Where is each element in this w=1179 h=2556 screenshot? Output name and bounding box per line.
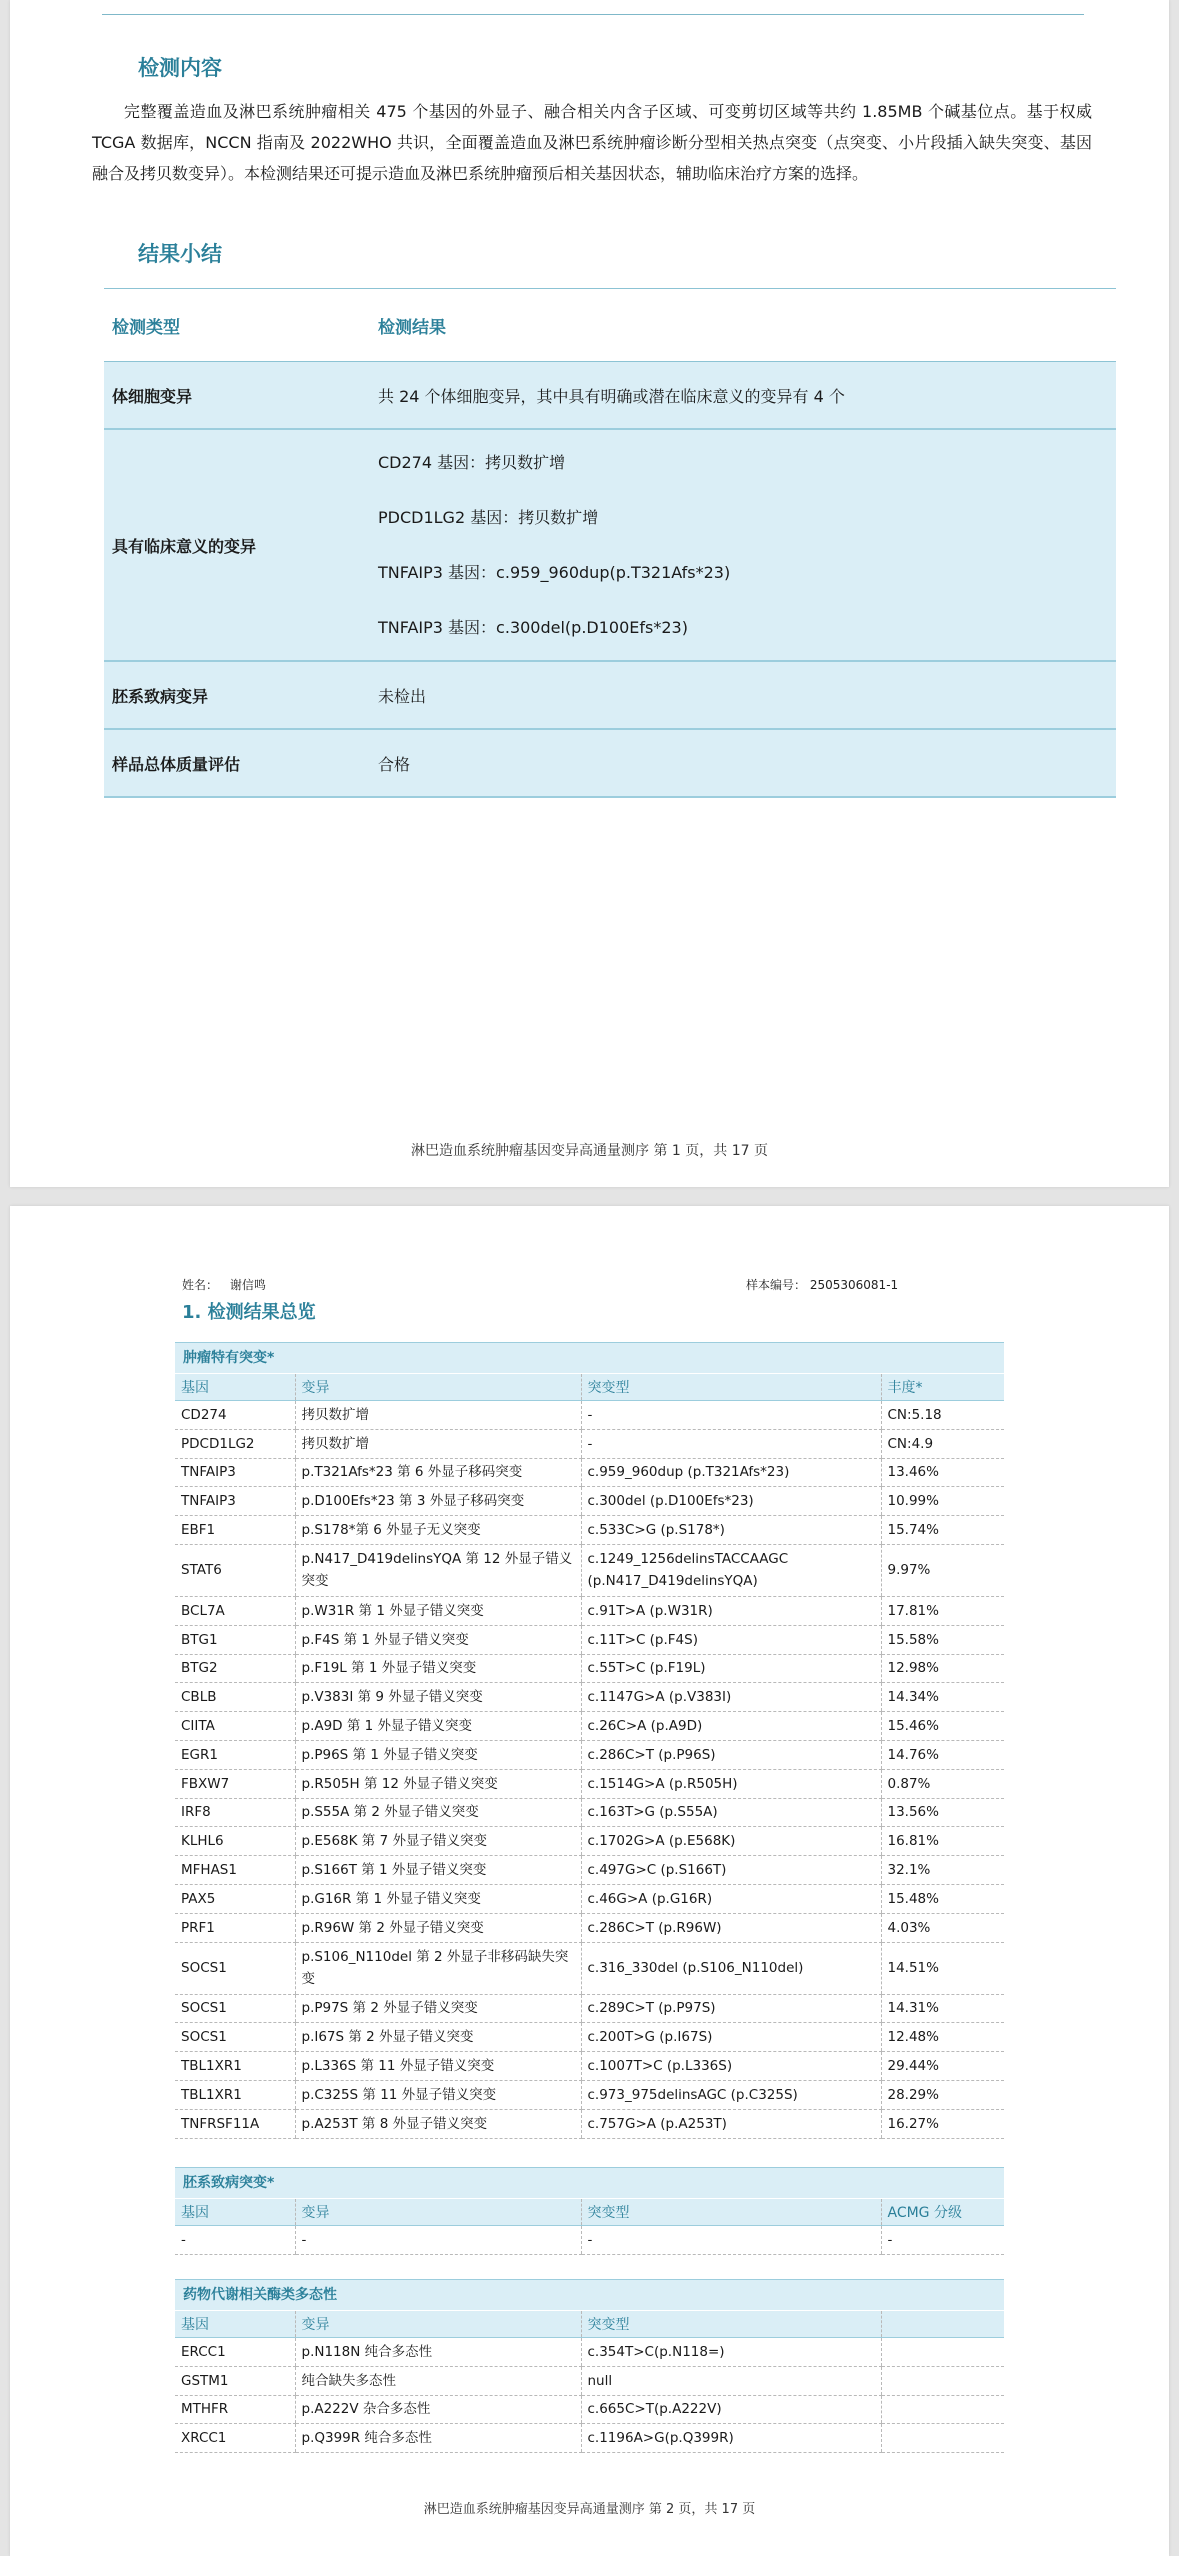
- table-header-row: [175, 2311, 1004, 2338]
- table-row: [175, 1712, 1004, 1741]
- table-row: [175, 1994, 1004, 2023]
- table-row: [175, 2424, 1004, 2453]
- table-row: [175, 1683, 1004, 1712]
- table-cell: 16.81%: [881, 1827, 1004, 1856]
- table-cell: c.91T>A (p.W31R): [581, 1596, 881, 1625]
- table-row: [175, 2052, 1004, 2081]
- table-cell: p.R505H 第 12 外显子错义突变: [295, 1769, 581, 1798]
- table-cell: -: [581, 1401, 881, 1430]
- patient-name-label: 姓名：: [182, 1278, 219, 1292]
- table-cell: 32.1%: [881, 1856, 1004, 1885]
- table-cell: 9.97%: [881, 1544, 1004, 1596]
- table-cell-empty: [881, 2366, 1004, 2395]
- table-cell: c.200T>G (p.I67S): [581, 2023, 881, 2052]
- table-cell: c.286C>T (p.P96S): [581, 1740, 881, 1769]
- table-cell: p.S106_N110del 第 2 外显子非移码缺失突变: [295, 1942, 581, 1994]
- table-cell: p.A253T 第 8 外显子错义突变: [295, 2109, 581, 2138]
- germline-mutation-section: [175, 2167, 1004, 2255]
- table-cell: p.N118N 纯合多态性: [295, 2338, 581, 2367]
- table-cell: 14.76%: [881, 1740, 1004, 1769]
- row-result: 合格: [378, 754, 411, 774]
- table-cell: p.S55A 第 2 外显子错义突变: [295, 1798, 581, 1827]
- table-cell: p.S178*第 6 外显子无义突变: [295, 1516, 581, 1545]
- table-cell: SOCS1: [175, 2023, 295, 2052]
- row-result: TNFAIP3 基因：c.300del(p.D100Efs*23): [378, 618, 688, 637]
- table-cell: p.Q399R 纯合多态性: [295, 2424, 581, 2453]
- table-cell: BTG2: [175, 1654, 295, 1683]
- table-row: [175, 1798, 1004, 1827]
- table-cell: p.V383I 第 9 外显子错义突变: [295, 1683, 581, 1712]
- table-cell: c.1007T>C (p.L336S): [581, 2052, 881, 2081]
- table-cell: 12.98%: [881, 1654, 1004, 1683]
- table-cell: GSTM1: [175, 2366, 295, 2395]
- row-result: TNFAIP3 基因：c.959_960dup(p.T321Afs*23): [378, 563, 731, 582]
- page-footer: 淋巴造血系统肿瘤基因变异高通量测序 第 1 页，共 17 页: [411, 1143, 768, 1159]
- table-cell: c.497G>C (p.S166T): [581, 1856, 881, 1885]
- column-header: 基因: [175, 1374, 295, 1401]
- row-type: 胚系致病变异: [112, 686, 209, 706]
- row-result-list: [378, 435, 1116, 655]
- table-row: [175, 1884, 1004, 1913]
- table-cell: 10.99%: [881, 1487, 1004, 1516]
- table-cell: p.A222V 杂合多态性: [295, 2395, 581, 2424]
- table-cell: p.E568K 第 7 外显子错义突变: [295, 1827, 581, 1856]
- column-header: 变异: [295, 2311, 581, 2338]
- table-cell: c.1702G>A (p.E568K): [581, 1827, 881, 1856]
- table-cell: 拷贝数扩增: [295, 1401, 581, 1430]
- table-row: [175, 1769, 1004, 1798]
- table-cell: 4.03%: [881, 1913, 1004, 1942]
- page-footer: 淋巴造血系统肿瘤基因变异高通量测序 第 2 页，共 17 页: [423, 2502, 756, 2517]
- table-cell: null: [581, 2366, 881, 2395]
- table-header-row: [175, 1374, 1004, 1401]
- table-row: [175, 2395, 1004, 2424]
- table-cell: PRF1: [175, 1913, 295, 1942]
- sample-id: [746, 1276, 898, 1293]
- table-cell: 15.48%: [881, 1884, 1004, 1913]
- row-type: 具有临床意义的变异: [112, 536, 257, 556]
- table-cell: 12.48%: [881, 2023, 1004, 2052]
- table-cell: PDCD1LG2: [175, 1429, 295, 1458]
- tumor-mutation-section: [175, 1342, 1004, 2139]
- table-cell-empty: [881, 2395, 1004, 2424]
- table-cell: -: [581, 1429, 881, 1458]
- table-cell: p.L336S 第 11 外显子错义突变: [295, 2052, 581, 2081]
- column-header: 突变型: [581, 2311, 881, 2338]
- column-header: 丰度*: [881, 1374, 1004, 1401]
- table-cell: p.D100Efs*23 第 3 外显子移码突变: [295, 1487, 581, 1516]
- table-row: [175, 2226, 1004, 2255]
- tumor-mutation-title: 肿瘤特有突变*: [175, 1342, 1004, 1374]
- table-cell: 纯合缺失多态性: [295, 2366, 581, 2395]
- table-cell: c.959_960dup (p.T321Afs*23): [581, 1458, 881, 1487]
- table-cell: p.S166T 第 1 外显子错义突变: [295, 1856, 581, 1885]
- table-cell: 14.31%: [881, 1994, 1004, 2023]
- table-cell: STAT6: [175, 1544, 295, 1596]
- table-cell: CD274: [175, 1401, 295, 1430]
- table-cell: SOCS1: [175, 1994, 295, 2023]
- table-cell: TNFAIP3: [175, 1458, 295, 1487]
- table-cell: -: [881, 2226, 1004, 2255]
- table-cell: XRCC1: [175, 2424, 295, 2453]
- table-cell: c.757G>A (p.A253T): [581, 2109, 881, 2138]
- table-row: [175, 1596, 1004, 1625]
- sample-id-label: 样本编号：: [746, 1278, 807, 1292]
- germline-mutation-table: [175, 2199, 1004, 2255]
- sample-id-value: 2505306081-1: [809, 1278, 899, 1292]
- table-cell: 14.51%: [881, 1942, 1004, 1994]
- table-row: [175, 1856, 1004, 1885]
- table-cell: c.26C>A (p.A9D): [581, 1712, 881, 1741]
- table-cell: 13.56%: [881, 1798, 1004, 1827]
- table-cell-empty: [881, 2338, 1004, 2367]
- table-cell: -: [175, 2226, 295, 2255]
- table-cell: c.973_975delinsAGC (p.C325S): [581, 2080, 881, 2109]
- table-cell: CIITA: [175, 1712, 295, 1741]
- patient-name: [182, 1276, 266, 1293]
- summary-table-header: [104, 288, 1116, 362]
- table-cell: 16.27%: [881, 2109, 1004, 2138]
- table-cell: c.1196A>G(p.Q399R): [581, 2424, 881, 2453]
- table-cell: p.I67S 第 2 外显子错义突变: [295, 2023, 581, 2052]
- table-row: [175, 1487, 1004, 1516]
- table-cell: 15.74%: [881, 1516, 1004, 1545]
- table-cell: KLHL6: [175, 1827, 295, 1856]
- table-cell: MFHAS1: [175, 1856, 295, 1885]
- table-row: [175, 2338, 1004, 2367]
- table-row: [175, 2080, 1004, 2109]
- table-row: [175, 1516, 1004, 1545]
- table-cell: c.163T>G (p.S55A): [581, 1798, 881, 1827]
- row-result: 共 24 个体细胞变异，其中具有明确或潜在临床意义的变异有 4 个: [378, 386, 845, 406]
- table-row: [175, 1458, 1004, 1487]
- table-cell: TBL1XR1: [175, 2052, 295, 2081]
- table-cell: p.T321Afs*23 第 6 外显子移码突变: [295, 1458, 581, 1487]
- table-cell: p.P97S 第 2 外显子错义突变: [295, 1994, 581, 2023]
- summary-row-clinical: [104, 430, 1116, 662]
- column-header: 变异: [295, 1374, 581, 1401]
- table-cell: BTG1: [175, 1625, 295, 1654]
- table-cell: p.C325S 第 11 外显子错义突变: [295, 2080, 581, 2109]
- table-cell: EGR1: [175, 1740, 295, 1769]
- table-row: [175, 1913, 1004, 1942]
- table-cell: c.533C>G (p.S178*): [581, 1516, 881, 1545]
- column-header: 突变型: [581, 1374, 881, 1401]
- detection-content-paragraph: 完整覆盖造血及淋巴系统肿瘤相关 475 个基因的外显子、融合相关内含子区域、可变剪切区域等共约 1.85MB 个碱基位点。基于权威 TCGA 数据库，NCCN 指南及 2022WHO 共识，全面覆盖造血及淋巴系统肿瘤诊断分型相关热点突变（点突变、小片段插入缺失突变、基因融合及拷贝数变异）。本检测结果还可提示造血及淋巴系统肿瘤预后相关基因状态，辅助临床治疗方案的选择。: [92, 102, 1092, 183]
- table-cell: 13.46%: [881, 1458, 1004, 1487]
- detection-content-title: 检测内容: [138, 56, 222, 80]
- table-cell: PAX5: [175, 1884, 295, 1913]
- table-cell: 29.44%: [881, 2052, 1004, 2081]
- table-cell-empty: [881, 2424, 1004, 2453]
- table-cell: 拷贝数扩增: [295, 1429, 581, 1458]
- table-cell: TBL1XR1: [175, 2080, 295, 2109]
- table-row: [175, 1429, 1004, 1458]
- table-row: [175, 2109, 1004, 2138]
- table-row: [175, 1625, 1004, 1654]
- table-cell: c.1249_1256delinsTACCAAGC (p.N417_D419delinsYQA): [581, 1544, 881, 1596]
- table-cell: p.F4S 第 1 外显子错义突变: [295, 1625, 581, 1654]
- table-cell: c.316_330del (p.S106_N110del): [581, 1942, 881, 1994]
- table-cell: p.A9D 第 1 外显子错义突变: [295, 1712, 581, 1741]
- table-cell: CN:4.9: [881, 1429, 1004, 1458]
- column-header: 基因: [175, 2199, 295, 2226]
- table-cell: c.354T>C(p.N118=): [581, 2338, 881, 2367]
- table-cell: 28.29%: [881, 2080, 1004, 2109]
- table-cell: -: [295, 2226, 581, 2255]
- table-cell: p.F19L 第 1 外显子错义突变: [295, 1654, 581, 1683]
- table-cell: 15.58%: [881, 1625, 1004, 1654]
- table-cell: TNFAIP3: [175, 1487, 295, 1516]
- column-header: 变异: [295, 2199, 581, 2226]
- table-cell: IRF8: [175, 1798, 295, 1827]
- table-cell: p.P96S 第 1 外显子错义突变: [295, 1740, 581, 1769]
- table-cell: c.1147G>A (p.V383I): [581, 1683, 881, 1712]
- row-type: 体细胞变异: [112, 386, 193, 406]
- table-cell: c.286C>T (p.R96W): [581, 1913, 881, 1942]
- table-header-row: [175, 2199, 1004, 2226]
- table-row: [175, 1740, 1004, 1769]
- table-cell: c.665C>T(p.A222V): [581, 2395, 881, 2424]
- column-header: 突变型: [581, 2199, 881, 2226]
- table-row: [175, 2366, 1004, 2395]
- column-header-empty: [881, 2311, 1004, 2338]
- row-result: CD274 基因：拷贝数扩增: [378, 453, 566, 472]
- summary-row-germline: [104, 662, 1116, 730]
- table-cell: p.N417_D419delinsYQA 第 12 外显子错义突变: [295, 1544, 581, 1596]
- row-result: 未检出: [378, 686, 427, 706]
- table-cell: CN:5.18: [881, 1401, 1004, 1430]
- row-result: PDCD1LG2 基因：拷贝数扩增: [378, 508, 599, 527]
- table-cell: 14.34%: [881, 1683, 1004, 1712]
- summary-row-quality: [104, 730, 1116, 798]
- column-header: 基因: [175, 2311, 295, 2338]
- table-cell: TNFRSF11A: [175, 2109, 295, 2138]
- table-cell: c.46G>A (p.G16R): [581, 1884, 881, 1913]
- header-type: 检测类型: [112, 317, 180, 338]
- overview-title: 1. 检测结果总览: [182, 1302, 316, 1323]
- table-cell: p.R96W 第 2 外显子错义突变: [295, 1913, 581, 1942]
- drug-metabolism-section: [175, 2279, 1004, 2453]
- report-page-1: [10, 0, 1169, 1187]
- table-cell: c.300del (p.D100Efs*23): [581, 1487, 881, 1516]
- table-cell: EBF1: [175, 1516, 295, 1545]
- table-row: [175, 1942, 1004, 1994]
- drug-metabolism-title: 药物代谢相关酶类多态性: [175, 2279, 1004, 2311]
- summary-row-somatic: [104, 362, 1116, 430]
- table-cell: 0.87%: [881, 1769, 1004, 1798]
- drug-metabolism-table: [175, 2311, 1004, 2453]
- table-row: [175, 2023, 1004, 2052]
- table-cell: 17.81%: [881, 1596, 1004, 1625]
- table-cell: BCL7A: [175, 1596, 295, 1625]
- table-cell: ERCC1: [175, 2338, 295, 2367]
- table-row: [175, 1827, 1004, 1856]
- table-cell: c.289C>T (p.P97S): [581, 1994, 881, 2023]
- table-cell: p.W31R 第 1 外显子错义突变: [295, 1596, 581, 1625]
- table-cell: FBXW7: [175, 1769, 295, 1798]
- table-cell: p.G16R 第 1 外显子错义突变: [295, 1884, 581, 1913]
- report-page-2: [10, 1206, 1169, 2556]
- table-cell: 15.46%: [881, 1712, 1004, 1741]
- table-cell: c.55T>C (p.F19L): [581, 1654, 881, 1683]
- table-cell: c.1514G>A (p.R505H): [581, 1769, 881, 1798]
- summary-table: [104, 288, 1116, 798]
- top-divider: [102, 14, 1084, 15]
- summary-title: 结果小结: [138, 242, 222, 266]
- table-cell: c.11T>C (p.F4S): [581, 1625, 881, 1654]
- table-cell: MTHFR: [175, 2395, 295, 2424]
- row-type: 样品总体质量评估: [112, 754, 241, 774]
- table-row: [175, 1654, 1004, 1683]
- patient-name-value: 谢信鸣: [229, 1278, 266, 1292]
- table-row: [175, 1401, 1004, 1430]
- table-row: [175, 1544, 1004, 1596]
- tumor-mutation-table: [175, 1374, 1004, 2139]
- germline-mutation-title: 胚系致病突变*: [175, 2167, 1004, 2199]
- header-result: 检测结果: [378, 317, 446, 338]
- table-cell: SOCS1: [175, 1942, 295, 1994]
- table-cell: CBLB: [175, 1683, 295, 1712]
- column-header: ACMG 分级: [881, 2199, 1004, 2226]
- table-cell: -: [581, 2226, 881, 2255]
